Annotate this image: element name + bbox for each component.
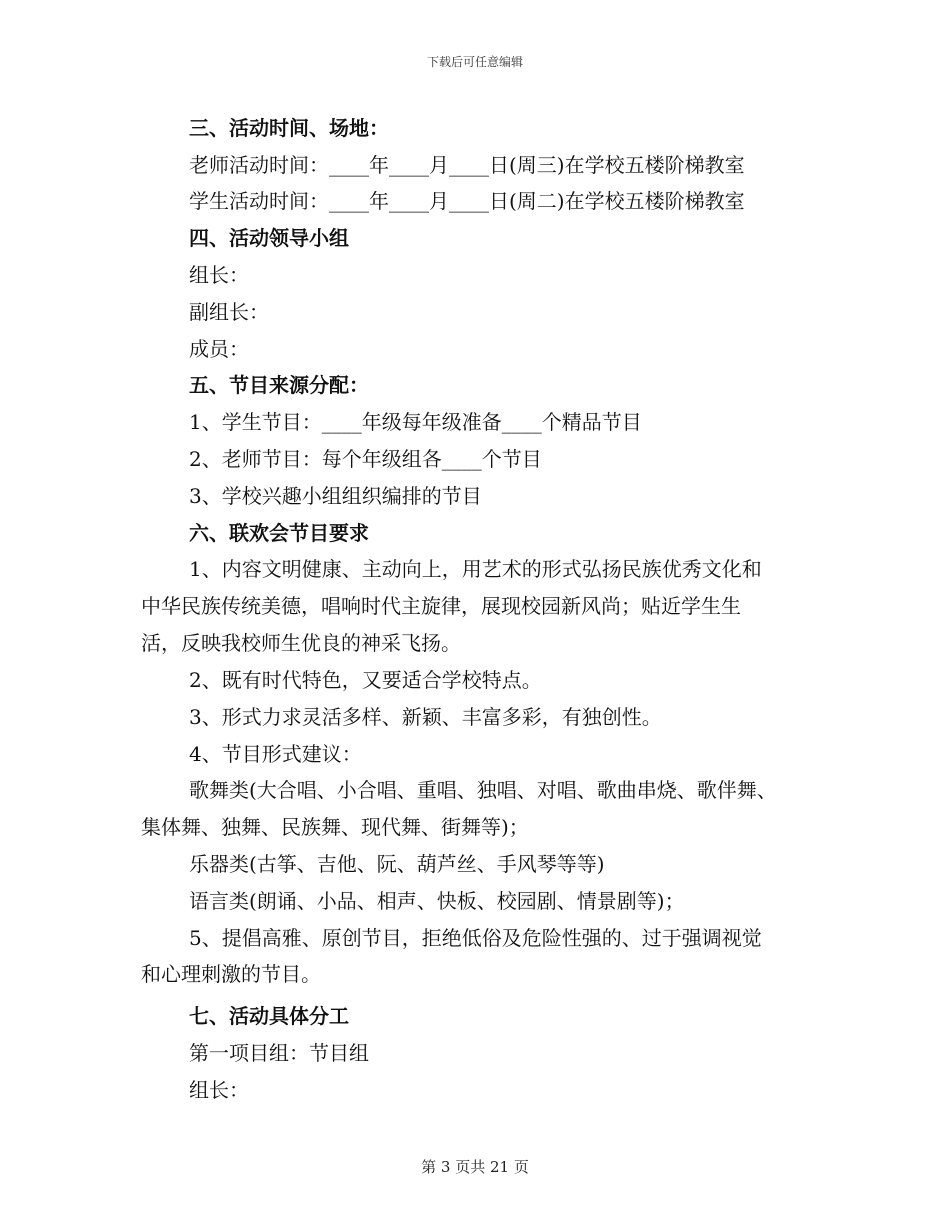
text-line: 4、节目形式建议：: [189, 742, 362, 766]
text-line: 集体舞、独舞、民族舞、现代舞、街舞等)；: [141, 815, 529, 839]
text-line: 组长：: [189, 1078, 249, 1102]
text-line: 5、提倡高雅、原创节目，拒绝低俗及危险性强的、过于强调视觉: [189, 926, 762, 950]
text-line: 副组长：: [189, 300, 269, 324]
section-heading: 四、活动领导小组: [189, 226, 349, 250]
text-line: 学生活动时间：____年____月____日(周二)在学校五楼阶梯教室: [189, 189, 745, 213]
text-line: 活，反映我校师生优良的神采飞扬。: [141, 631, 461, 655]
text-line: 歌舞类(大合唱、小合唱、重唱、独唱、对唱、歌曲串烧、歌伴舞、: [189, 778, 777, 802]
section-heading: 三、活动时间、场地：: [189, 116, 389, 140]
text-line: 中华民族传统美德，唱响时代主旋律，展现校园新风尚；贴近学生生: [141, 594, 741, 618]
text-line: 3、学校兴趣小组组织编排的节目: [189, 484, 482, 508]
text-line: 第一项目组：节目组: [189, 1041, 369, 1065]
text-line: 乐器类(古筝、吉他、阮、葫芦丝、手风琴等等): [189, 852, 605, 876]
page-footer: 第 3 页共 21 页: [421, 1158, 529, 1176]
section-heading: 五、节目来源分配：: [189, 373, 369, 397]
text-line: 和心理刺激的节目。: [141, 962, 321, 986]
text-line: 1、内容文明健康、主动向上，用艺术的形式弘扬民族优秀文化和: [189, 557, 762, 581]
text-line: 老师活动时间：____年____月____日(周三)在学校五楼阶梯教室: [189, 153, 745, 177]
text-line: 成员：: [189, 337, 249, 361]
text-line: 语言类(朗诵、小品、相声、快板、校园剧、情景剧等)；: [189, 889, 685, 913]
text-line: 1、学生节目：____年级每年级准备____个精品节目: [189, 410, 642, 434]
text-line: 2、老师节目：每个年级组各____个节目: [189, 447, 542, 471]
text-line: 3、形式力求灵活多样、新颖、丰富多彩，有独创性。: [189, 705, 662, 729]
text-line: 2、既有时代特色，又要适合学校特点。: [189, 668, 542, 692]
page-header: 下载后可任意编辑: [426, 55, 523, 69]
section-heading: 七、活动具体分工: [189, 1004, 349, 1028]
section-heading: 六、联欢会节目要求: [189, 521, 369, 545]
text-line: 组长：: [189, 263, 249, 287]
